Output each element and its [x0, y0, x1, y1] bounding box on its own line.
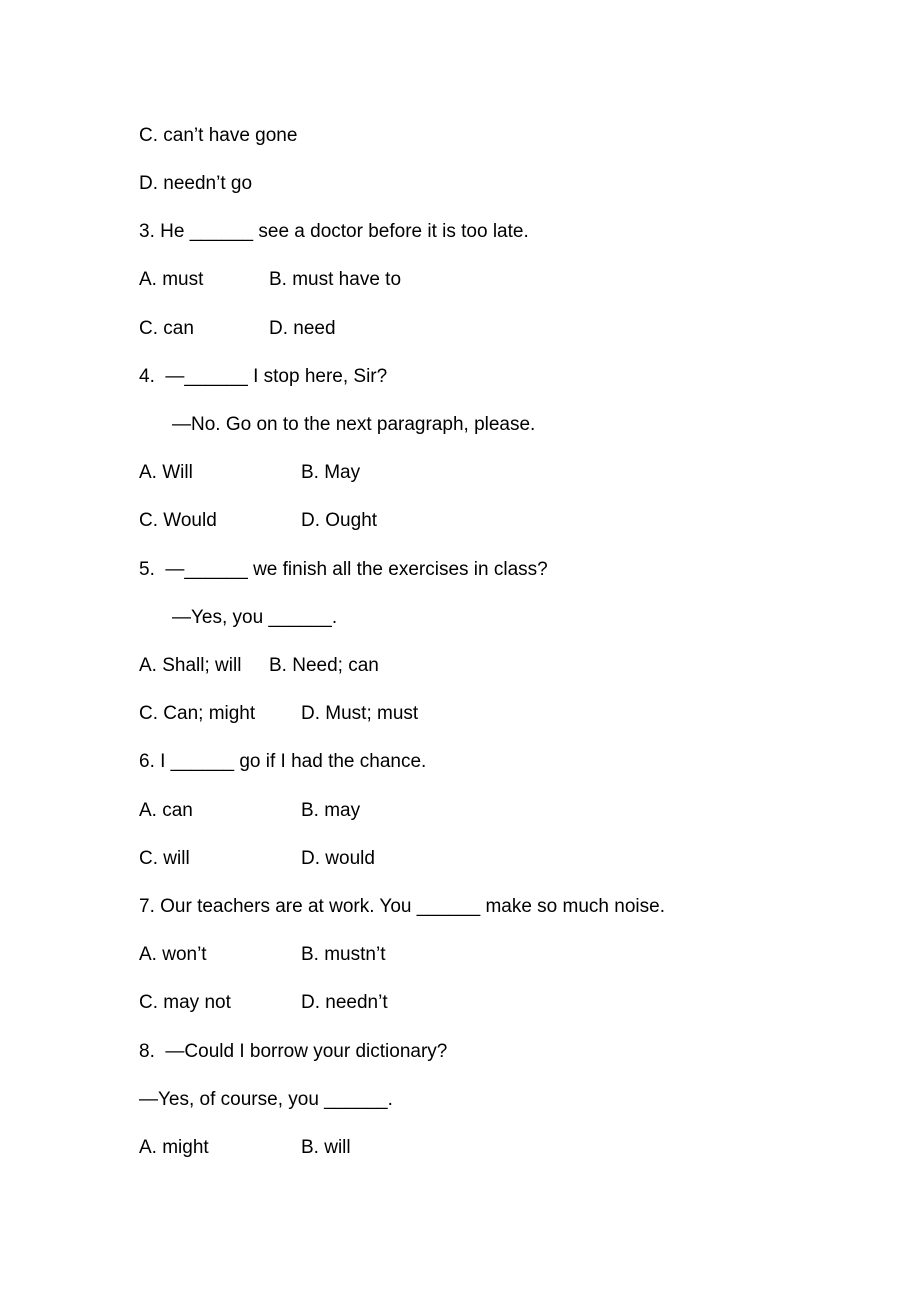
option-d-q7: D. needn’t: [301, 992, 388, 1013]
question-6: 6. I ______ go if I had the chance.: [139, 751, 427, 772]
option-b-q6: B. may: [301, 800, 361, 821]
question-4: 4. —______ I stop here, Sir?: [139, 366, 388, 387]
option-d-q2: D. needn’t go: [139, 173, 253, 194]
question-3: 3. He ______ see a doctor before it is too late.: [139, 221, 529, 242]
option-a-q7: A. won’t: [139, 944, 207, 965]
option-b-q3: B. must have to: [269, 269, 402, 290]
option-a-q6: A. can: [139, 800, 193, 821]
question-8: 8. —Could I borrow your dictionary?: [139, 1041, 448, 1062]
question-8-reply: —Yes, of course, you ______.: [139, 1089, 393, 1110]
option-c-q7: C. may not: [139, 992, 231, 1013]
option-d-q6: D. would: [301, 848, 375, 869]
option-b-q7: B. mustn’t: [301, 944, 386, 965]
option-c-q6: C. will: [139, 848, 190, 869]
option-b-q5: B. Need; can: [269, 655, 379, 676]
option-a-q4: A. Will: [139, 462, 193, 483]
option-c-q2: C. can’t have gone: [139, 125, 298, 146]
question-7: 7. Our teachers are at work. You ______ make so much noise.: [139, 896, 665, 917]
option-c-q3: C. can: [139, 318, 194, 339]
option-d-q4: D. Ought: [301, 510, 378, 531]
question-5: 5. —______ we finish all the exercises in class?: [139, 559, 548, 580]
option-a-q5: A. Shall; will: [139, 655, 242, 676]
option-a-q8: A. might: [139, 1137, 209, 1158]
option-b-q8: B. will: [301, 1137, 351, 1158]
option-c-q5: C. Can; might: [139, 703, 256, 724]
option-d-q5: D. Must; must: [301, 703, 419, 724]
option-c-q4: C. Would: [139, 510, 217, 531]
option-a-q3: A. must: [139, 269, 204, 290]
question-5-reply: —Yes, you ______.: [172, 607, 338, 628]
option-d-q3: D. need: [269, 318, 336, 339]
question-4-reply: —No. Go on to the next paragraph, please.: [172, 414, 536, 435]
option-b-q4: B. May: [301, 462, 361, 483]
